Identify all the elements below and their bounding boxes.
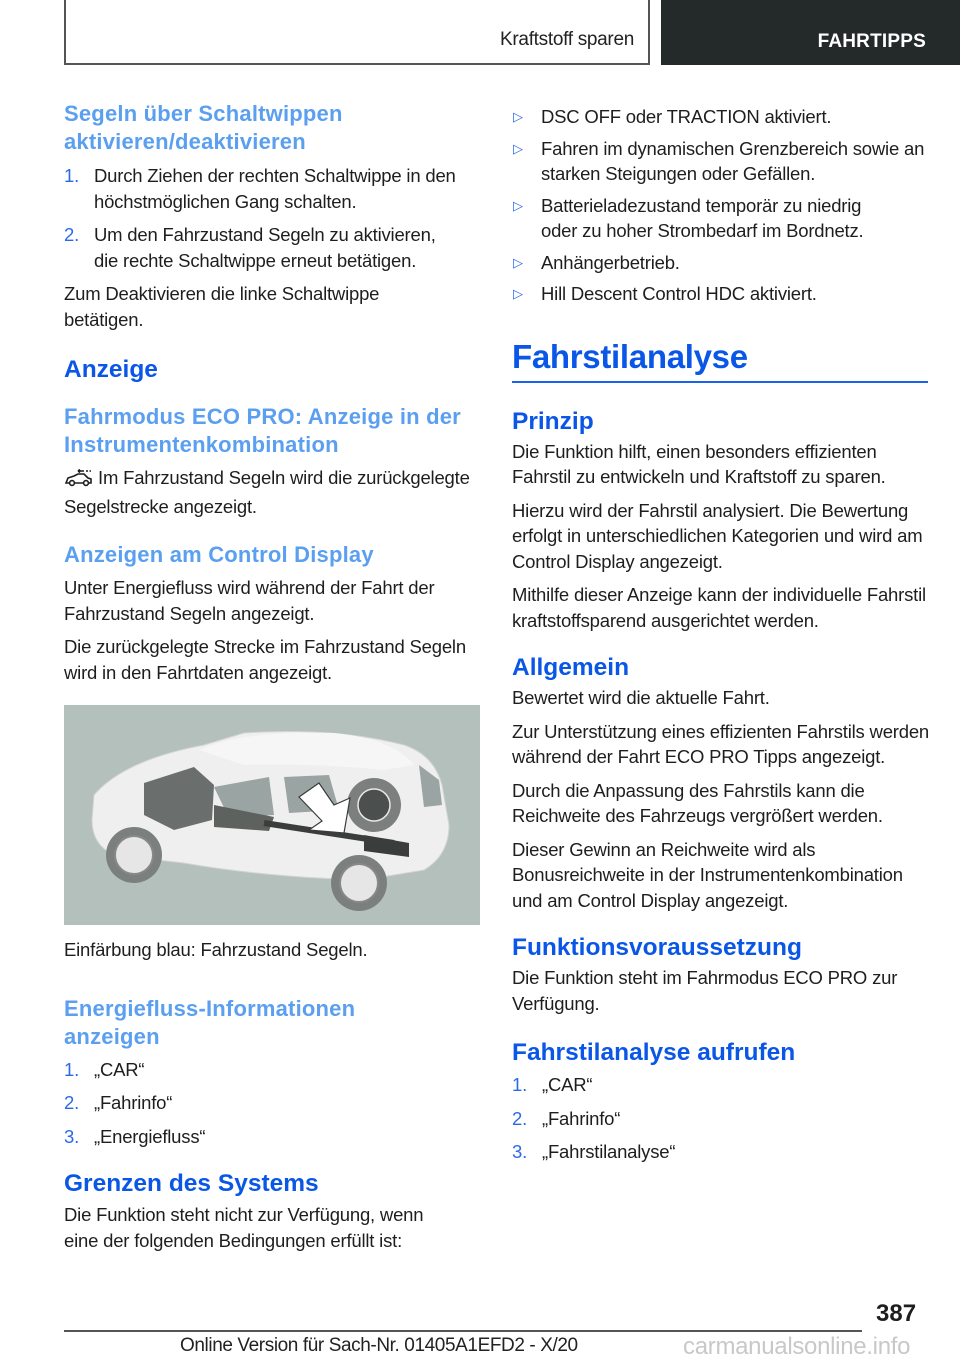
triangle-bullet-icon: ▷ <box>513 197 523 213</box>
voraussetzung-text: Die Funktion steht im Fahrmodus ECO PRO zur Verfügung. <box>512 967 898 1014</box>
heading-underline <box>512 381 928 383</box>
heading-control-display: Anzeigen am Control Display <box>64 542 374 567</box>
heading-allgemein: Allgemein <box>512 654 630 681</box>
step-number: 2. <box>512 1107 528 1129</box>
allgemein-text-1: Bewertet wird die aktuelle Fahrt. <box>512 687 770 708</box>
left-column <box>64 100 482 1253</box>
step-text: Um den Fahrzustand Segeln zu aktivieren, die rechte Schaltwippe erneut betätigen. <box>94 224 436 271</box>
chapter-label: FAHRTIPPS <box>817 31 926 52</box>
list-item <box>512 1072 932 1098</box>
control-display-text-1: Unter Energiefluss wird während der Fahrt der Fahrzustand Segeln angezeigt. <box>64 577 435 624</box>
grenzen-text: Die Funktion steht nicht zur Verfügung, wenn eine der folgenden Bedingungen erfüllt ist: <box>64 1204 424 1251</box>
step-number: 1. <box>64 1058 80 1080</box>
coasting-car-icon <box>64 468 98 494</box>
list-item <box>64 1057 482 1083</box>
heading-fahrstilanalyse: Fahrstilanalyse <box>512 337 748 375</box>
list-item: ▷ Batterieladezustand temporär zu niedrig oder zu hoher Strombedarf im Bordnetz. <box>512 193 932 244</box>
heading-segeln-schaltwippen: Segeln über Schaltwippen aktivieren/deaktivieren <box>64 101 343 154</box>
allgemein-text-3: Durch die Anpassung des Fahrstils kann die Reichweite des Fahrzeugs vergrößert werden. <box>512 779 883 826</box>
step-number: 3. <box>64 1125 80 1147</box>
heading-grenzen: Grenzen des Systems <box>64 1170 319 1197</box>
step-text: „Fahrstilanalyse“ <box>542 1141 676 1162</box>
car-drivetrain-illustration <box>64 705 480 925</box>
footer-rule <box>64 1330 862 1332</box>
prinzip-text-2: Hierzu wird der Fahrstil analysiert. Die Bewertung erfolgt in unterschiedlichen Kategorien und wird am Control Display angezeigt. <box>512 499 923 572</box>
step-text: „CAR“ <box>542 1074 593 1095</box>
step-number: 2. <box>64 1092 80 1113</box>
running-header-section <box>64 0 650 65</box>
heading-fahrstilanalyse-aufrufen: Fahrstilanalyse aufrufen <box>512 1039 796 1066</box>
list-item <box>64 222 482 273</box>
figure-caption: Einfärbung blau: Fahrzustand Segeln. <box>64 939 368 960</box>
list-item <box>64 163 482 214</box>
prinzip-text-1: Die Funktion hilft, einen besonders effizienten Fahrstil zu entwickeln und Kraftstoff zu sparen. <box>512 440 886 487</box>
step-number: 1. <box>64 165 80 186</box>
list-item <box>64 1124 482 1150</box>
list-item: ▷ Anhängerbetrieb. <box>512 250 932 276</box>
step-text: Durch Ziehen der rechten Schaltwippe in den höchstmöglichen Gang schalten. <box>94 165 456 212</box>
steps-segeln <box>64 163 482 273</box>
heading-eco-pro-anzeige: Fahrmodus ECO PRO: Anzeige in der Instrumentenkombination <box>64 404 461 457</box>
step-text: „Fahrinfo“ <box>542 1107 621 1129</box>
step-number: 3. <box>512 1141 528 1162</box>
watermark: carmanualsonline.info <box>683 1333 911 1360</box>
triangle-bullet-icon: ▷ <box>513 109 523 124</box>
section-label: Kraftstoff sparen <box>500 29 634 50</box>
steps-energiefluss <box>64 1057 482 1150</box>
step-number: 2. <box>64 224 80 245</box>
step-text: „Energiefluss“ <box>94 1125 206 1147</box>
triangle-bullet-icon: ▷ <box>513 286 523 301</box>
step-number: 1. <box>512 1074 528 1095</box>
right-column <box>512 104 932 1165</box>
page-number: 387 <box>876 1300 917 1327</box>
triangle-bullet-icon: ▷ <box>513 254 523 270</box>
step-text: „Fahrinfo“ <box>94 1092 173 1113</box>
control-display-text-2: Die zurückgelegte Strecke im Fahrzustand Segeln wird in den Fahrtdaten angezeigt. <box>64 636 466 683</box>
heading-energiefluss: Energiefluss-Informationen anzeigen <box>64 995 356 1049</box>
heading-prinzip: Prinzip <box>512 407 594 435</box>
heading-anzeige: Anzeige <box>64 356 158 383</box>
list-item: ▷ Hill Descent Control HDC aktiviert. <box>512 281 932 307</box>
prinzip-text-3: Mithilfe dieser Anzeige kann der individuelle Fahrstil kraftstoffsparend ausgerichtet werden. <box>512 584 926 631</box>
step-text: „CAR“ <box>94 1058 145 1080</box>
triangle-bullet-icon: ▷ <box>513 140 523 156</box>
list-item <box>512 1106 932 1132</box>
list-item <box>512 1139 932 1165</box>
list-item: ▷ Fahren im dynamischen Grenzbereich sowie an starken Steigungen oder Gefällen. <box>512 136 932 187</box>
list-item: ▷ DSC OFF oder TRACTION aktiviert. <box>512 104 932 130</box>
heading-funktionsvoraussetzung: Funktionsvoraussetzung <box>512 934 802 961</box>
allgemein-text-4: Dieser Gewinn an Reichweite wird als Bonusreichweite in der Instrumentenkombination und am Control Display angezeigt. <box>512 838 903 911</box>
online-version-text: Online Version für Sach-Nr. 01405A1EFD2 - X/20 <box>180 1335 578 1356</box>
eco-pro-text: Im Fahrzustand Segeln wird die zurückgelegte Segelstrecke angezeigt. <box>64 467 470 517</box>
conditions-list <box>512 104 932 307</box>
allgemein-text-2: Zur Unterstützung eines effizienten Fahrstils werden während der Fahrt ECO PRO Tipps angezeigt. <box>512 720 930 767</box>
running-header-chapter <box>661 0 960 65</box>
list-item <box>64 1090 482 1116</box>
steps-fahrstilanalyse <box>512 1072 932 1165</box>
deactivate-note: Zum Deaktivieren die linke Schaltwippe betätigen. <box>64 283 380 330</box>
